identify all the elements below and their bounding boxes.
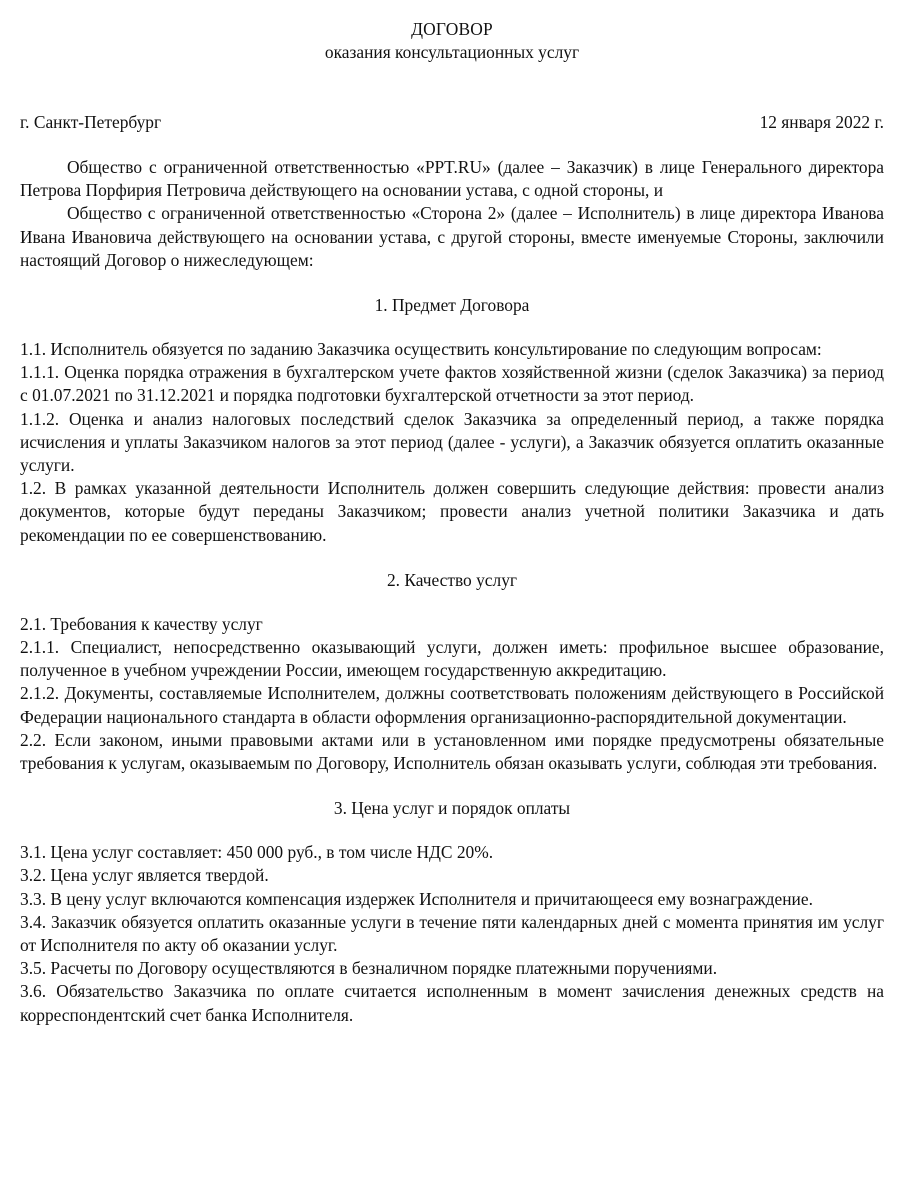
city: г. Санкт-Петербург bbox=[20, 112, 162, 132]
section-price bbox=[20, 797, 884, 1027]
intro-paragraph-contractor: Общество с ограниченной ответственностью «Сторона 2» (далее – Исполнитель) в лице директора Иванова Ивана Ивановича действующего на основании устава, с другой стороны, вместе именуемые Стороны, заключили настоящий Договор о нижеследующем: bbox=[20, 203, 884, 270]
clause: 2.1.1. Специалист, непосредственно оказывающий услуги, должен иметь: профильное высшее образование, полученное в учебном учреждении России, имеющем государственную аккредитацию. bbox=[20, 637, 884, 681]
clause: 3.2. Цена услуг является твердой. bbox=[20, 865, 269, 886]
place-date-line bbox=[20, 111, 884, 134]
clause: 2.1.2. Документы, составляемые Исполнителем, должны соответствовать положениям действующего в Российской Федерации национального стандарта в области оформления организационно-распорядительной документации. bbox=[20, 683, 884, 727]
clause: 3.5. Расчеты по Договору осуществляются в безналичном порядке платежными поручениями. bbox=[20, 958, 718, 979]
clause: 1.1. Исполнитель обязуется по заданию Заказчика осуществить консультирование по следующим вопросам: bbox=[20, 339, 822, 360]
clause: 1.1.1. Оценка порядка отражения в бухгалтерском учете фактов хозяйственной жизни (сделок Заказчика) за период с 01.07.2021 по 31.12.2021 и порядка подготовки бухгалтерской отчетности за этот период. bbox=[20, 362, 884, 406]
contract-document bbox=[20, 18, 884, 1027]
clause: 3.1. Цена услуг составляет: 450 000 руб., в том числе НДС 20%. bbox=[20, 842, 494, 863]
clause: 2.1. Требования к качеству услуг bbox=[20, 613, 263, 634]
section-heading: 3. Цена услуг и порядок оплаты bbox=[333, 798, 571, 819]
section-heading: 1. Предмет Договора bbox=[374, 295, 530, 316]
document-subtitle: оказания консультационных услуг bbox=[324, 42, 580, 62]
clause: 1.1.2. Оценка и анализ налоговых последствий сделок Заказчика за определенный период, а также порядка исчисления и уплаты Заказчиком налогов за этот период (далее - услуги), а Заказчик обязуется оплатить оказанные услуги. bbox=[20, 408, 884, 476]
section-heading: 2. Качество услуг bbox=[386, 569, 518, 590]
clause: 3.6. Обязательство Заказчика по оплате считается исполненным в момент зачисления денежных средств на корреспондентский счет банка Исполнителя. bbox=[20, 981, 884, 1025]
section-subject bbox=[20, 294, 884, 547]
intro-paragraph-customer: Общество с ограниченной ответственностью «PPT.RU» (далее – Заказчик) в лице Генерального директора Петрова Порфирия Петровича действующего на основании устава, с одной стороны, и bbox=[20, 157, 884, 201]
clause: 2.2. Если законом, иными правовыми актами или в установленном ими порядке предусмотрены обязательные требования к услугам, оказываемым по Договору, Исполнитель обязан оказывать услуги, соблюдая эти требования. bbox=[20, 729, 884, 774]
document-title: ДОГОВОР bbox=[411, 19, 493, 39]
section-quality bbox=[20, 569, 884, 775]
clause: 1.2. В рамках указанной деятельности Исполнитель должен совершить следующие действия: провести анализ документов, которые будут переданы Заказчиком; провести анализ учетной политики Заказчика и дать рекомендации по ее совершенствованию. bbox=[20, 478, 884, 545]
clause: 3.4. Заказчик обязуется оплатить оказанные услуги в течение пяти календарных дней с момента принятия им услуг от Исполнителя по акту об оказании услуг. bbox=[20, 911, 884, 956]
clause: 3.3. В цену услуг включаются компенсация издержек Исполнителя и причитающееся ему вознаграждение. bbox=[20, 888, 813, 909]
contract-date: 12 января 2022 г. bbox=[759, 112, 884, 132]
